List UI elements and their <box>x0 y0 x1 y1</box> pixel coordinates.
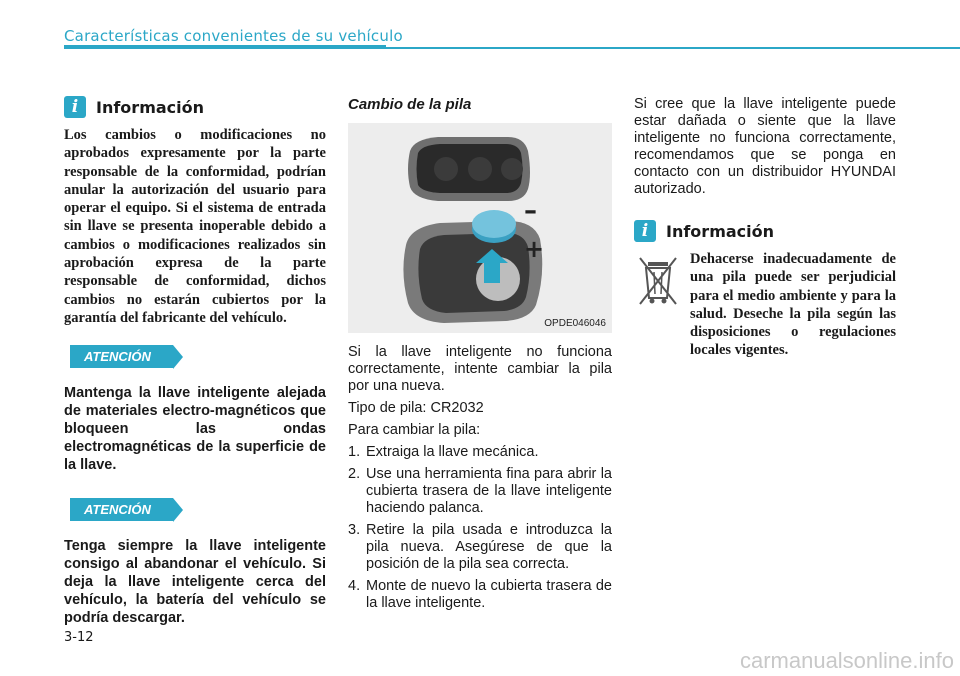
battery-type: Tipo de pila: CR2032 <box>348 400 484 416</box>
step-text: Use una herramienta fina para abrir la cubierta trasera de la llave inteligente haciendo palanca. <box>366 466 612 516</box>
info-icon: i <box>64 96 86 118</box>
steps-intro: Para cambiar la pila: <box>348 422 481 438</box>
step-number: 4. <box>348 578 361 594</box>
intro-text: Si la llave inteligente no funciona correctamente, intente cambiar la pila por una nueva. <box>348 344 612 394</box>
warning-text: Tenga siempre la llave inteligente consigo al abandonar el vehículo. Si deja la llave inteligente cerca del vehículo, la batería del vehículo se podría descargar. <box>64 538 326 627</box>
warning-badge: ATENCIÓN <box>70 345 173 368</box>
column-right <box>634 96 896 360</box>
step-text: Extraiga la llave mecánica. <box>366 444 539 460</box>
column-middle <box>348 96 612 617</box>
header-rule <box>64 47 960 49</box>
crossed-bin-icon <box>634 252 682 308</box>
list-item <box>348 444 612 461</box>
step-text: Monte de nuevo la cubierta trasera de la llave inteligente. <box>366 578 612 611</box>
dealer-contact-text: Si cree que la llave inteligente puede estar dañada o siente que la llave inteligente no funciona correctamente, recomendamos que se ponga en contacto con un distribuidor HYUNDAI autorizado. <box>634 96 896 197</box>
section-title: Cambio de la pila <box>348 96 472 113</box>
step-text: Retire la pila usada e introduzca la pila nueva. Asegúrese de que la posición de la pila sea correcta. <box>366 522 612 572</box>
info-title: Información <box>96 97 205 117</box>
watermark: carmanualsonline.info <box>739 648 954 673</box>
disposal-text: Dehacerse inadecuadamente de una pila puede ser perjudicial para el medio ambiente y para la salud. Deseche la pila según las disposiciones o regulaciones locales vigentes. <box>690 251 896 359</box>
column-left <box>64 96 326 627</box>
svg-text:+: + <box>524 235 545 263</box>
info-text: Los cambios o modificaciones no aprobados expresamente por la parte responsable de la conformidad, podrían anular la autorización del usuario para operar el equipo. Si el sistema de entrada sin llave se presenta inoperable debido a cambios o modificaciones realizados sin aprobación expresa de la parte responsable de conformidad, dichos cambios no estarán cubiertos por la garantía del fabricante del vehículo. <box>64 127 326 326</box>
warning-badge: ATENCIÓN <box>70 498 173 521</box>
svg-text:–: – <box>524 196 537 226</box>
list-item <box>348 578 612 612</box>
warning-text: Mantenga la llave inteligente alejada de materiales electro-magnéticos que bloqueen las ondas electromagnéticas de la superficie de la llave. <box>64 385 326 474</box>
info-title: Información <box>666 221 775 241</box>
list-item <box>348 522 612 573</box>
section-header-title: Características convenientes de su vehículo <box>64 27 403 45</box>
smart-key-figure <box>348 123 612 333</box>
step-number: 1. <box>348 444 361 460</box>
info-heading <box>64 96 326 118</box>
list-item <box>348 466 612 517</box>
step-number: 2. <box>348 466 361 482</box>
info-icon: i <box>634 220 656 242</box>
disposal-notice <box>634 250 896 360</box>
figure-code: OPDE046046 <box>544 318 606 329</box>
info-heading <box>634 220 896 242</box>
smart-key-battery-illustration <box>348 123 612 333</box>
step-number: 3. <box>348 522 361 538</box>
page-number: 3-12 <box>64 630 94 645</box>
